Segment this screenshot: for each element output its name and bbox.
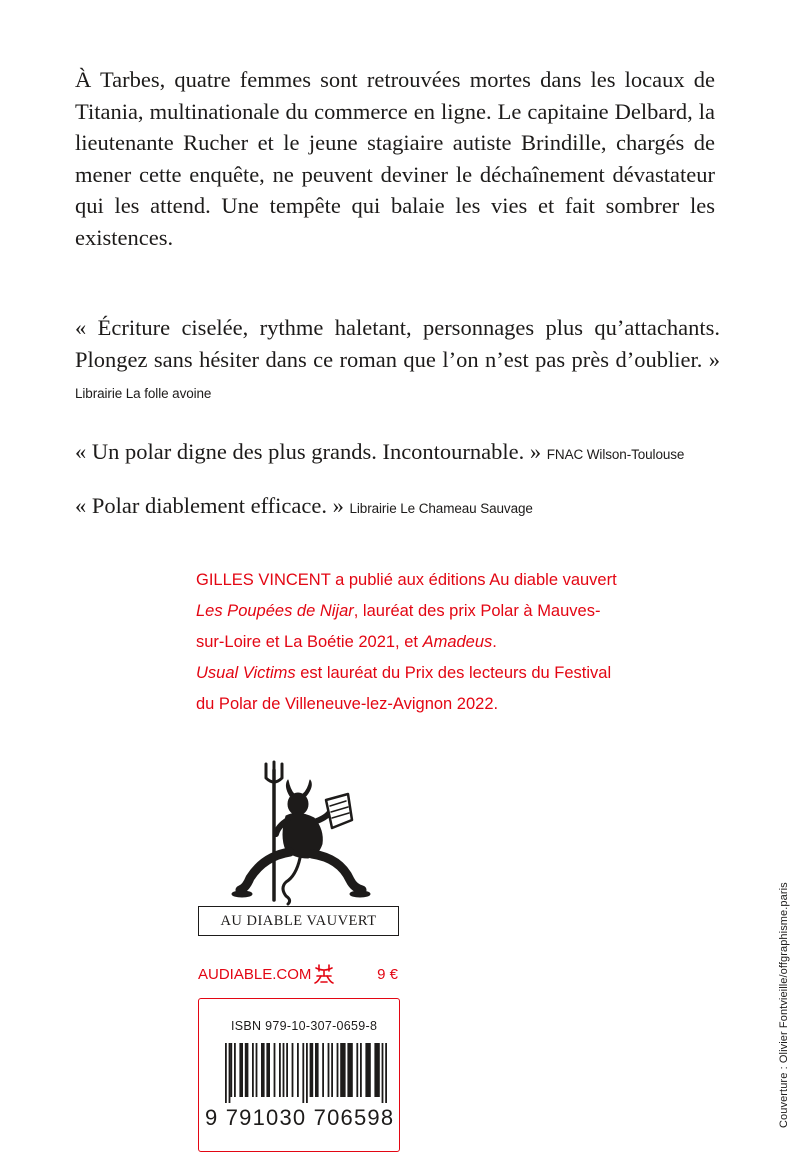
barcode-bar bbox=[234, 1043, 236, 1097]
book-title: Usual Victims bbox=[196, 664, 296, 682]
barcode-bar bbox=[347, 1043, 352, 1097]
review-quote bbox=[75, 490, 720, 525]
author-bio-line: Usual Victims est lauréat du Prix des lecteurs du Festival bbox=[196, 664, 612, 682]
barcode-bar bbox=[360, 1043, 362, 1097]
review-source: Librairie La folle avoine bbox=[75, 386, 212, 401]
author-bio bbox=[196, 565, 726, 720]
barcode-bar bbox=[292, 1043, 294, 1097]
barcode-bar bbox=[230, 1043, 232, 1097]
barcode-bar bbox=[374, 1043, 379, 1097]
review-text: « Un polar digne des plus grands. Incontournable. » bbox=[75, 439, 542, 464]
review-source: FNAC Wilson-Toulouse bbox=[546, 447, 685, 462]
barcode-bar bbox=[239, 1043, 243, 1097]
barcode-bar bbox=[256, 1043, 258, 1097]
ean-digits: 9 791030 706598 bbox=[205, 1105, 395, 1130]
devil-reading-icon bbox=[228, 760, 378, 910]
barcode-bar bbox=[225, 1043, 227, 1103]
publisher-monogram-icon bbox=[312, 962, 336, 986]
barcode-bar bbox=[331, 1043, 333, 1097]
isbn-label: ISBN 979-10-307-0659-8 bbox=[231, 1019, 378, 1033]
barcode-bar bbox=[328, 1043, 330, 1097]
review-quote bbox=[75, 312, 720, 410]
barcode-bar bbox=[266, 1043, 270, 1097]
barcode-bar bbox=[356, 1043, 358, 1097]
barcode-bar bbox=[365, 1043, 370, 1097]
barcode-bar bbox=[382, 1043, 384, 1103]
barcode-bar bbox=[261, 1043, 265, 1097]
book-title: Les Poupées de Nijar bbox=[196, 602, 354, 620]
synopsis: À Tarbes, quatre femmes sont retrouvées mortes dans les locaux de Titania, multinationale du commerce en ligne. Le capitaine Delbard, la lieutenante Rucher et le jeune stagiaire autiste Brindille, chargés de mener cette enquête, ne peuvent deviner le déchaînement dévastateur qui les attend. Une tempête qui balaie les vies et fait sombrer les existences. bbox=[75, 67, 715, 250]
publisher-url: AUDIABLE.COM bbox=[198, 966, 312, 983]
barcode-bars bbox=[223, 1043, 389, 1103]
publisher-name: AU DIABLE VAUVERT bbox=[198, 906, 399, 936]
barcode-box bbox=[198, 998, 400, 1152]
review-quote bbox=[75, 436, 720, 471]
book-title: Amadeus bbox=[422, 633, 493, 651]
barcode-bar bbox=[306, 1043, 308, 1103]
review-text: « Polar diablement efficace. » bbox=[75, 493, 344, 518]
barcode-bar bbox=[340, 1043, 345, 1097]
barcode-bar bbox=[337, 1043, 339, 1097]
author-bio-line: GILLES VINCENT a publié aux éditions Au diable vauvert bbox=[196, 571, 617, 589]
barcode-bar bbox=[385, 1043, 387, 1103]
barcode-bar bbox=[245, 1043, 249, 1097]
barcode-bar bbox=[229, 1043, 231, 1103]
barcode-bar bbox=[310, 1043, 314, 1097]
shop-line bbox=[198, 962, 400, 988]
review-text: « Écriture ciselée, rythme haletant, personnages plus qu’attachants. Plongez sans hésiter dans ce roman que l’on n’est pas près d’oublier. » bbox=[75, 315, 720, 372]
barcode-bar bbox=[322, 1043, 324, 1097]
barcode-bar bbox=[283, 1043, 285, 1097]
author-bio-line: du Polar de Villeneuve-lez-Avignon 2022. bbox=[196, 695, 499, 713]
author-bio-line: Les Poupées de Nijar, lauréat des prix Polar à Mauves- bbox=[196, 602, 601, 620]
barcode-bar bbox=[279, 1043, 281, 1097]
barcode-bar bbox=[252, 1043, 254, 1097]
barcode-bar bbox=[297, 1043, 299, 1097]
barcode-bar bbox=[274, 1043, 276, 1097]
cover-credit: Couverture : Olivier Fontvieille/offgraphisme.paris bbox=[778, 882, 790, 1128]
barcode-bar bbox=[315, 1043, 319, 1097]
barcode-bar bbox=[286, 1043, 288, 1097]
author-bio-line: sur-Loire et La Boétie 2021, et Amadeus. bbox=[196, 633, 497, 651]
barcode-bar bbox=[302, 1043, 304, 1103]
price-label: 9 € bbox=[377, 966, 398, 983]
review-source: Librairie Le Chameau Sauvage bbox=[349, 501, 533, 516]
